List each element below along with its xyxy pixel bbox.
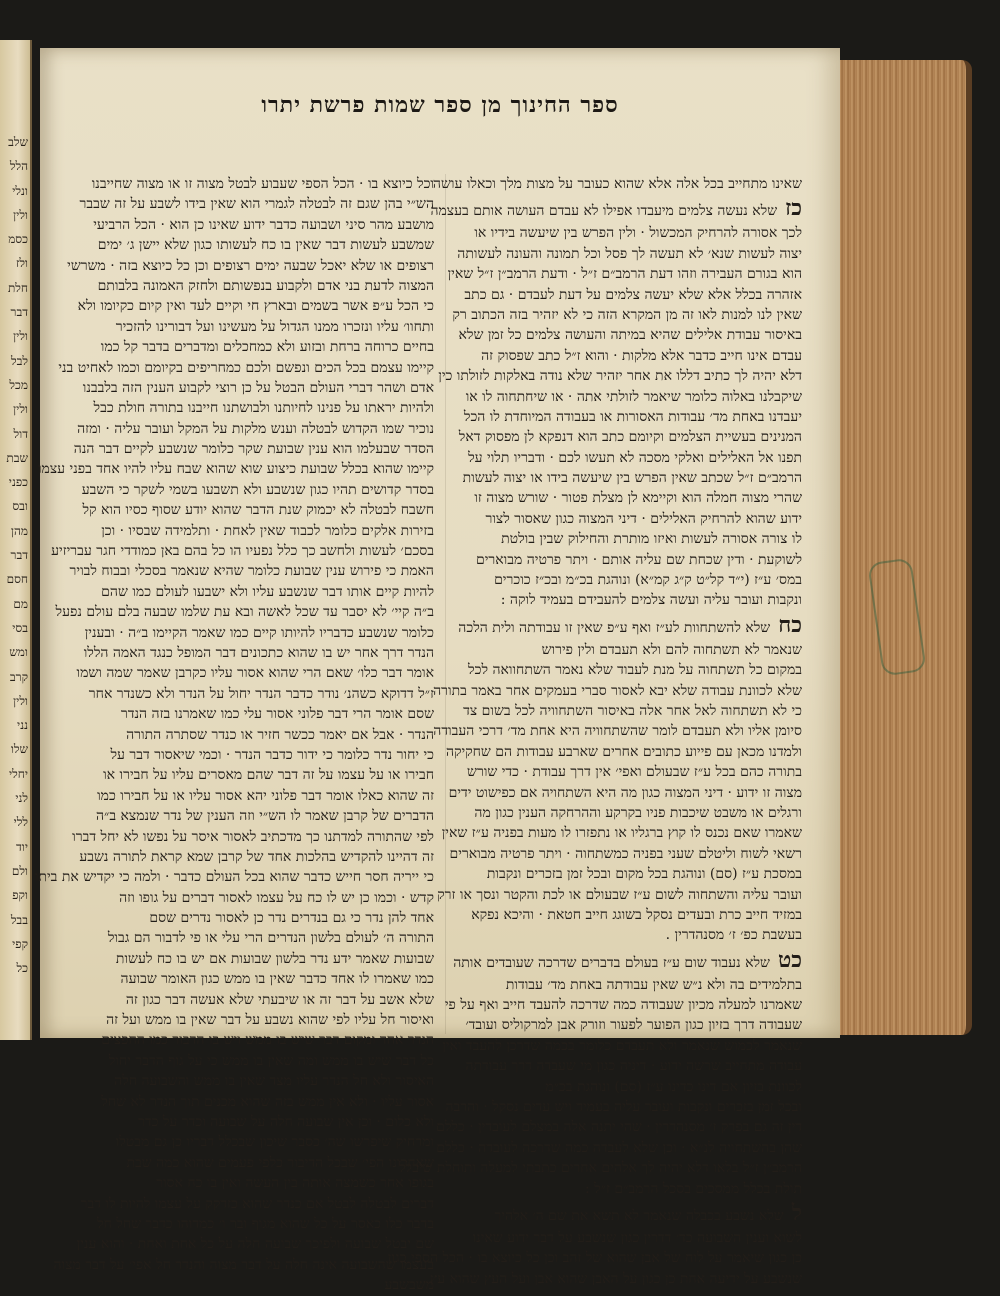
- line-text: האמת כי פירוש ענין שבועת כלומר שהיא שנאמר בסכלי ובבוח לבויר: [69, 563, 434, 580]
- text-line: [450, 1077, 802, 1097]
- text-line: [82, 582, 434, 602]
- text-line: [82, 1214, 434, 1234]
- column-gutter: [445, 174, 446, 1034]
- page-header: ספר החינוך מן ספר שמות פרשת יתרו: [261, 92, 619, 118]
- line-text: כי ייריה חסר חייש כדבר שהוא בכל העולם כדבר · ולמה כי יקדיש את ביתו: [34, 869, 434, 886]
- strip-line: שבת: [6, 450, 28, 465]
- line-text: אחד להן נדר כי גם בנדרים נדר כן לאסור נדרים שסם: [149, 910, 434, 927]
- line-text: הש״י בהן שגם זה לבטלה לגמרי הוא שאין בידו לשבע על זה שבבר: [79, 196, 434, 213]
- text-line: [82, 949, 434, 969]
- text-line: [444, 995, 802, 1015]
- line-text: כל דבר שיש בו ממש ומה שאין בו ממש כי על גוף הדבר יחול: [108, 1052, 434, 1069]
- line-text: תפנו אל האלילים ואלקי מסכה לא תעשו לכם · ודבריו תלוי על: [468, 449, 802, 466]
- text-line: [450, 1179, 802, 1199]
- strip-line: ונלי: [12, 183, 28, 198]
- line-text: כלומר שנשבע כדבריו להיותו קיים כמו שאמר הקיימו ב״ה · ובענין: [84, 624, 434, 641]
- text-line: [82, 1275, 434, 1295]
- line-text: שאמרו שאם נכנס לו קוץ ברגליו או נתפזרו לו מעות בפניה ע״ז שאין: [441, 825, 802, 842]
- strip-line: דול: [13, 426, 28, 441]
- line-text: שלא להשתחוות לע״ז ואף ע״פ שאין זו עבודתה ולית הלכה: [458, 619, 771, 636]
- line-text: ואיסור חל עליו לפי שהוא נשבע על דבר שאין בו ממש ועל זה: [106, 1012, 434, 1029]
- line-text: לכוונת בזיון אם דינו כדינו ע״ז (סם) ונוהגת בכ״מ: [545, 1078, 802, 1095]
- text-line: [450, 448, 802, 468]
- text-line: [433, 721, 802, 741]
- text-line: [82, 317, 434, 337]
- text-line: [450, 427, 802, 447]
- text-line: [82, 1071, 434, 1091]
- text-line: [450, 1015, 802, 1035]
- text-line: [437, 885, 802, 905]
- strip-line: כל: [16, 961, 28, 976]
- text-line: [82, 378, 434, 398]
- line-text: במס׳ ע״ז (י״ד קל״ט ק״ג קמ״א) ונוהגת בכ״מ ובכ״ז כוכרים: [494, 572, 802, 589]
- line-text: אדם ושהר דברי העולם הבטל על כן רוצי לקבוע הענין הזה בלבבנו: [82, 379, 434, 396]
- line-text: זה דהיינו להקדיש בהלכות אחד של קרבן שמא קראת לתורה נשבע: [79, 848, 434, 865]
- strip-line: ובס: [12, 499, 28, 514]
- text-line: [82, 1132, 434, 1152]
- strip-line: ללי: [13, 815, 28, 830]
- text-line: [430, 194, 802, 223]
- strip-line: כסמ: [8, 232, 28, 247]
- text-line: [450, 975, 802, 995]
- text-line: [450, 590, 802, 610]
- line-text: ב״ה קיי׳ לא יסבר עד שכל לאשה ובא עת שלמו שבעה בלם עולם נפעל: [55, 604, 434, 621]
- text-line: [82, 215, 434, 235]
- strip-line: ומש: [9, 645, 28, 660]
- line-text: רצופים או שלא יאכל שבעה ימים רצופים וכן כל כיוצא בזה · משרשי: [67, 257, 434, 274]
- line-text: שסם אומר הרי דבר פלוני אסור עלי כמו שאמרנו בזה הנדר: [120, 706, 434, 723]
- line-text: ולא כלום · וכן אין שבועה חלה על שבועה וכדר על כדר: [137, 1113, 434, 1130]
- strip-line: חסם: [6, 572, 28, 587]
- text-line: [450, 611, 802, 640]
- text-line: [442, 1036, 802, 1056]
- text-line: [450, 244, 802, 264]
- line-text: הנדר דרך אחר יש בו שהוא כתכונים דבר המופל כנגד האמה הללו: [83, 644, 434, 661]
- text-line: [438, 366, 802, 386]
- text-line: [450, 529, 802, 549]
- strip-line: דבר: [10, 305, 28, 320]
- text-line: [433, 681, 802, 701]
- line-text: הנדר אחד ומקום דבר שיש בו ממש ויש בו הדבור כמו החפצים: [101, 1032, 434, 1049]
- strip-line: נני: [17, 718, 28, 733]
- line-text: חבירו או על עצמו על זה דבר שהם מאסרים עליו על חבירו או: [103, 767, 434, 784]
- line-text: סיומן אליו ולא תעבדם לומר שהשתחוויה היא אחת מד׳ דרכי העבודה: [433, 723, 802, 740]
- text-line: [82, 765, 434, 785]
- text-line: [447, 264, 802, 284]
- strip-line: קפי: [12, 936, 28, 951]
- text-line: [450, 925, 802, 945]
- text-line: [450, 346, 802, 366]
- text-line: [79, 194, 434, 214]
- strip-line: ולז: [15, 256, 28, 271]
- text-line: [82, 806, 434, 826]
- strip-line: לני: [15, 791, 28, 806]
- strip-line: שלב: [8, 135, 28, 149]
- line-text: הנדר · אבל אם יאמר ככשר חזיר או כנדר שסתרה התורה: [126, 726, 434, 743]
- text-line: [82, 500, 434, 520]
- text-line: [82, 888, 434, 908]
- line-text: שאחרונו הפי׳ שבכל הדיבור כלפי פעמים שהוא כמה שבת: [126, 1154, 434, 1171]
- line-text: רשאי לשוח וליטלם שעני בפניה כמשתחוה · ויתר פרטיה מבוארים: [449, 845, 802, 862]
- text-line: [445, 742, 802, 762]
- line-text: בתלמידים בה ולא נ״ש שאין עבודתה באחת מד׳ עבודות: [505, 976, 802, 993]
- line-text: כי הכל ע״פ אשר בשמים ובארץ חי וקיים לעד ואין קיום כקיומו ולא: [77, 298, 434, 315]
- line-text: ידוע שהוא להרחיק האלילים · דיני המצוה כגון שאסור לצור: [485, 510, 802, 527]
- line-text: שלא נעשה צלמים מיעבדו אפילו לא עבדם העושה אותם בעצמה: [430, 203, 778, 220]
- text-line: [73, 439, 434, 459]
- line-text: ולמדנו מכאן עם פייוע כתובים אחרים שארבע עבודות הם שחקיקה: [445, 743, 802, 760]
- strip-line: יחלי: [8, 766, 28, 781]
- line-text: שנשבע על ידיעה אחת כן כגון על האבן שהוא אבן ועל העץ שהוא עץ: [429, 1270, 802, 1287]
- section-number: כח: [778, 611, 802, 638]
- text-line: [79, 847, 434, 867]
- text-line: [450, 387, 802, 407]
- section-number: כז: [785, 195, 802, 222]
- line-text: כן כגון שיאמר על לוח של אבן שהוא של זהב וכן כל כיוצא בו · הכל הספי כגון: [387, 1250, 802, 1267]
- line-text: אזהרה בכלל אלא שלא יעשה צלמים על דעת לעבדם · גם כתב: [464, 286, 802, 303]
- text-line: [82, 704, 434, 724]
- strip-line: קרב: [9, 669, 28, 684]
- text-line: [432, 174, 802, 194]
- text-line: [82, 990, 434, 1010]
- text-line: [450, 325, 802, 345]
- line-text: שמשבע לעשות דבר שאין בו כח לעשותו כגון שלא יישן ג׳ ימים: [97, 237, 434, 254]
- line-text: שעבודה דרך בזיון כגון הפוער לפעור וזורק אבן למרקוליס ועובד׳: [465, 1017, 802, 1034]
- line-text: אסור עליו · ולא אין ממש בזה שהוא מכנים תוך הנדר לא שחל: [101, 1093, 434, 1110]
- text-line: [450, 946, 802, 975]
- strip-line: ולין: [13, 329, 28, 344]
- text-line: [82, 908, 434, 928]
- line-text: במסכת ע״ז (סם) ונוהגת בכל מקום ובכל זמן בזכרים ונקבות: [486, 866, 802, 883]
- text-line: [450, 844, 802, 864]
- line-text: קדש · וכמו כן יש לו כח על עצמו לאסור דברים על גופו וזה: [119, 889, 434, 906]
- text-line: [82, 1173, 434, 1193]
- line-text: הדברים של קרבן שאמר לו הש״י וזה הענין של נדר שנמצא ב״ה: [95, 808, 434, 825]
- section-number: כט: [777, 946, 802, 973]
- strip-line: ולם: [11, 863, 28, 878]
- line-text: שנאמר לא תשתחוה להם ולא תעבדם ולין פירוש: [541, 641, 802, 658]
- text-line: [429, 1269, 802, 1289]
- text-line: [450, 701, 802, 721]
- text-line: [450, 762, 802, 782]
- strip-line: חלת: [7, 280, 28, 295]
- line-text: המנינים בעשיית הצלמים וקיומם כתב הוא דנפקא לן מפסוק דאל: [458, 429, 802, 446]
- text-line: [82, 1010, 434, 1030]
- text-line: [82, 684, 434, 704]
- strip-line: ולין: [13, 402, 28, 417]
- text-line: [82, 480, 434, 500]
- line-text: דלא יהיה לך כתיב דללו את אחר יזהיר שלא נודה באלקות לזולתו כין: [438, 368, 802, 385]
- line-text: ונקבות ועובר עליה ועשה צלמים להעבידם בעמיד לוקה :: [500, 592, 802, 609]
- text-line: [69, 561, 434, 581]
- text-line: [77, 296, 434, 316]
- text-line: [436, 1117, 802, 1137]
- text-line: [51, 541, 434, 561]
- text-line: [450, 488, 802, 508]
- text-line: [450, 285, 802, 305]
- line-text: הוא בגורם העבירה וזהו דעת הרמב״ם ז״ל · ודעת הרמב״ן ז״ל שאין: [447, 266, 802, 283]
- text-line: [82, 969, 434, 989]
- strip-line: מם: [13, 596, 28, 611]
- text-line: [450, 468, 802, 488]
- line-text: המצוה לדעת בני אדם ולקבוע בנפשותם ולחזק האמונה בלבותם: [97, 277, 434, 294]
- text-line: [450, 783, 802, 803]
- line-text: הרמב״ם ז״ל שכתב שאין הפרש בין שיעשה בידו או יצוה לעשות: [462, 470, 802, 487]
- line-text: לשוא וענין השבועה כד׳ דדרין כגון שנשבע על דבר ידוע שאינו: [472, 1229, 802, 1246]
- line-text: דין זה גם בפרק ז׳ מסנהדרין · שהי יתנה אלה במצלם לעובדין · כללם: [436, 1119, 802, 1136]
- strip-line: מהן: [10, 523, 28, 538]
- line-text: קיימו שהוא בכלל שבועת כיצוע שוא שהוא שבח עליו להיו אחד בפני עצמו: [37, 461, 434, 478]
- line-text: שאמרנו למעלה מכיון שעבודה כמה שדרכה להעבד חייב ואף על פי: [444, 997, 802, 1014]
- line-text: מושבע מהר סיני ושבועה כדבר ידוע שאינו כן הוא · הכל הרביעי: [93, 216, 434, 233]
- line-text: שלא נעבוד שום ע״ז בעולם בדברים שדרכה שעובדים אותה: [453, 954, 770, 971]
- text-line: [450, 550, 802, 570]
- line-text: קיימו עצמם בכל הכים ונפשם ולכם כמחריפים בקיומם וכמו לאחיט בני: [58, 359, 434, 376]
- text-line: [82, 1092, 434, 1112]
- line-text: שבועות שאמר ידע נדר בלשון שבועות אם יש בו כח לעשות: [115, 950, 434, 967]
- line-text: ועובר עליה והשתחוה לשום ע״ז שבעולם או לכת והקטר ונסך או זרק: [437, 886, 802, 903]
- line-text: דברים לבטלה לבטל אם כנדר שהוא כזדקק על עצמו להיות לו דבר: [80, 1195, 434, 1212]
- text-line: [82, 337, 434, 357]
- line-text: לו צורה אסורה לעשות ואיזו מותרת והחילוק שבין בולטת: [501, 531, 802, 548]
- left-column: [34, 174, 434, 1294]
- line-text: שאין לנו למנות לאו זה מן המקרא הזה כי לא יזהיר בזה הכתוב רק: [452, 306, 802, 323]
- line-text: עבדם אינו חייב כדבר אלא מלקות · והוא ז״ל כתב שפסוק זה: [481, 347, 802, 364]
- line-text: שנאמר לכמוש שנאמר ולא תעבדם כלומר בכמה שדרכן להעבד ואין: [442, 1037, 802, 1054]
- line-text: באיסור עבודת אלילים שהיא במיתה והעושה צלמים כל זמן שלא: [458, 327, 802, 344]
- line-text: שהן בהשתחויה לנ״א · וכן שלא לעבדה כמה שדרכה לעובדה · כללם: [436, 1139, 802, 1156]
- text-line: [34, 867, 434, 887]
- line-text: יעבדנו באחת מד׳ עבודות האסורות או בעבודה המיוחדת לו הכל: [463, 408, 802, 425]
- text-line: [450, 660, 802, 680]
- text-line: [82, 1030, 434, 1050]
- text-line: [72, 827, 434, 847]
- strip-line: שלו: [10, 742, 28, 757]
- line-text: שלא נשבע בכבלה שנאמר לא תשא את שם ה׳ אלהיך: [494, 1207, 784, 1224]
- text-line: [82, 745, 434, 765]
- line-text: ותחוו׳ עליו ונזכרו ממנו הגדול על מעשינו ועל דבורינו להזכיר: [115, 318, 434, 335]
- line-text: כי לא תשתחוה לאל אחר אלה באיסור השתחוויה לכל בשום צד: [463, 702, 802, 719]
- text-line: [450, 1199, 802, 1228]
- line-text: משבשבע: [384, 1277, 434, 1294]
- line-text: לשוקעת · ודין שכחת שם עליה אותם · ויתר פרטיה מבוארים: [475, 551, 802, 568]
- text-line: [53, 1255, 434, 1275]
- text-line: [436, 1138, 802, 1158]
- text-line: [76, 663, 434, 683]
- text-line: [82, 1112, 434, 1132]
- strip-line: לבל: [10, 353, 28, 368]
- line-text: תולת בכלל ממסכים בסכל הרמב״ם ז״ל :: [584, 1180, 802, 1197]
- strip-line: הלל: [9, 159, 28, 174]
- text-line: [82, 643, 434, 663]
- line-text: לפי שהתורה למדתנו כך מדכתיב לאסור איסר על נפשו לא יחל דברו: [72, 828, 434, 845]
- line-text: לכך אסורה להרחיק המכשול · ולין הפרש בין שיעשה בידיו או: [474, 225, 802, 242]
- line-text: בעשבת כפ׳ ז׳ מסנהדרין .: [665, 927, 802, 944]
- line-text: כי יחור נדר כלומר כי ידור כדבר הנדר · וכמי שיאסור דבר על: [110, 746, 434, 763]
- line-text: הסדר שבעלמו הוא ענין שבועת שקר כלומר שנשבע לקיים דבר הנה: [73, 441, 434, 458]
- strip-line: דבר: [10, 548, 28, 563]
- line-text: שהרי מצוה חמלה הוא וקיימא לן מצלת פטור · שורש מצוה זו: [474, 490, 802, 507]
- line-text: בתורה כהם בכל ע״ז שבעולם ואפי׳ אין דרך עבודת · כדי שורש: [467, 764, 802, 781]
- text-line: [82, 521, 434, 541]
- line-text: במזיד חייב כרת ובעדים נסקל בשוגג חייב חטאת · והיכא נפקא: [471, 906, 802, 923]
- text-line: [82, 1194, 434, 1214]
- strip-line: מכל: [9, 377, 28, 392]
- line-text: בחיים כרוחה ברחת ובזוע ולא כמחכלים ומדברים בדבר קל כמו: [100, 339, 434, 356]
- strip-line: בבל: [10, 912, 28, 927]
- line-text: שלא אשב על דבר זה או שיבעתי שלא אעשה דבר כגון זה: [125, 991, 434, 1008]
- text-line: [450, 1056, 802, 1076]
- line-text: ורגלים או משבט שיכבות פניו בקרקע וההרחקה הענין כגון מה: [474, 804, 802, 821]
- line-text: ומרחיק שיפרשו שה׳ כסבר שיכון שבכלל דבריו כן גם מבטלו: [115, 1134, 434, 1151]
- text-line: [77, 419, 434, 439]
- strip-line: ולין: [13, 207, 28, 222]
- text-line: [76, 1234, 434, 1254]
- text-line: [450, 509, 802, 529]
- line-text: ולהיות יראתו על פנינו לחיותנו ולבושתנו חייבנו בתורה חולת כבל: [93, 400, 434, 417]
- line-text: להיות קיים אותו דבר שנשבע עליו ולא ישבעו לעולם כמו שהם: [101, 583, 434, 600]
- text-line: [450, 223, 802, 243]
- line-text: שאינו מתחייב בכל אלה אלא שהוא כעובר על מצות מלך וכאלו עושה: [432, 176, 802, 192]
- text-line: [450, 570, 802, 590]
- strip-line: בסי: [12, 620, 28, 635]
- line-text: בעצמו שהשבועה אינה חלה על דבר מצוה והנדר חל אפי׳ על דבר מצוה: [53, 1256, 434, 1273]
- line-text: הרמב״ן ז״ל בלאו דלא יהיה לך אלהים אחרים כתבתי למעלה ותוחלת שיבלל: [398, 1160, 802, 1177]
- text-line: [82, 174, 434, 194]
- book-page-edges: [838, 60, 972, 1035]
- line-text: שלא לכוונת עבודה שלא יבא לאסור סברי בעמקים אחר באמר בתורה: [433, 682, 802, 699]
- strip-line: כפני: [8, 475, 28, 490]
- line-text: ובכל זמן בזכרים ונקבות ועובר עליה בעמיד ויש עדים נסקל · והרבה: [445, 1099, 802, 1116]
- text-line: [450, 905, 802, 925]
- text-line: [450, 803, 802, 823]
- line-text: שיקבלנו באלוה כלומר שיאמר לזולתי אתה · או שיחתחוה לו או: [465, 388, 802, 405]
- text-line: [450, 1228, 802, 1248]
- text-line: [82, 786, 434, 806]
- previous-page-strip: [0, 40, 32, 1040]
- text-line: [450, 305, 802, 325]
- text-line: [37, 459, 434, 479]
- line-text: כמו שאמרו לו אחד כדבר שאין בו ממש כגון האומר שבועה: [120, 971, 434, 988]
- line-text: בגופו אחר כשמצה אותה בין העשה ואין בו כח אסור: [156, 1175, 434, 1192]
- line-text: חשבח לבטלה לא יכמוק שנת הדבר שהוא יודע שסוף כסיו הוא קל: [82, 502, 434, 519]
- text-line: [82, 725, 434, 745]
- line-text: יצוה לעשות שנא׳ לא תעשה לך פסל וכל תמונה והעונה לעשותה: [457, 245, 802, 262]
- line-text: האיסור ולא חל הנדר עליו מצד שאין בו ממש והשבועה חלה: [114, 1073, 434, 1090]
- text-line: [67, 256, 434, 276]
- line-text: בסכם׳ לעשות ולחשב כך כלל נפעיו הו כל בהם באן כמודדי חגר עבריזיע: [51, 543, 434, 560]
- strip-line: וקפ: [12, 888, 28, 903]
- text-line: [398, 1158, 802, 1178]
- line-text: אומר דבר כלו׳ שאם הרי שהוא אסור עליו כקרבן שאמר שמה ושמו: [76, 665, 434, 682]
- text-line: [82, 928, 434, 948]
- previous-page-text: [2, 130, 28, 980]
- line-text: עבודה מתחייב שרשה ידוע · דיניה כגון מי שעבדה דרך עבודתה: [465, 1058, 802, 1075]
- line-text: נוכיר שמו הקדוש לבטלה וענש מלקות על המקל ועובר עליה · ומזה: [77, 420, 434, 437]
- line-text: בזירות אלקים כלומר לכבוד שאין לאחת · ותלמידה שבסיו · וכן: [101, 522, 434, 539]
- text-line: [55, 602, 434, 622]
- text-line: [450, 640, 802, 660]
- text-line: [82, 1051, 434, 1071]
- line-text: ז״ל דדוקא כשהנ׳ נודר כדבר הנדר יחול על הנדר ולא כשנדר אחר: [88, 685, 434, 702]
- text-line: [450, 407, 802, 427]
- book-page: [34, 48, 840, 1294]
- text-line: [82, 623, 434, 643]
- strip-line: יוד: [16, 839, 28, 854]
- text-line: [82, 276, 434, 296]
- section-number: ל: [791, 1199, 802, 1226]
- text-line: [450, 864, 802, 884]
- text-line: [387, 1248, 802, 1268]
- line-text: התורה ה׳ לעולם בלשון הנדרים הרי עלי או פי לדבור הם גבול: [107, 930, 434, 947]
- text-line: [82, 1153, 434, 1173]
- strip-line: ולין: [13, 693, 28, 708]
- text-line: [82, 235, 434, 255]
- line-text: מצוה זו ידוע · דיני המצוה כגון מה היא השתחויה אם כפישוט ידים: [448, 784, 802, 801]
- line-text: שם יבטל שבועה ולפיכך שבועה חלה על כל אחת ואחת · והוא ענין: [76, 1236, 434, 1253]
- line-text: וכל כיוצא בו · הכל הספי שעבוע לבטל מצוה זו או מצוה שחייבנו: [91, 176, 434, 192]
- line-text: זה שהוא כאלו אומר דבר פלוני יהא אסור עליו או על חבירו כמו: [97, 787, 434, 804]
- text-line: [445, 1097, 802, 1117]
- text-line: [82, 398, 434, 418]
- text-line: [441, 823, 802, 843]
- line-text: בסדר קדושים תהיו כגון שנשבע ולא תשבעו בשמי לשקר כי השבע: [81, 481, 434, 498]
- text-line: [58, 358, 434, 378]
- line-text: בדבר כלו כאסר על כל שהוא מגוף ובר ו׳ כמדוהו כדבר שחל חל: [96, 1215, 434, 1232]
- line-text: במקום כל תשתחוה על מנת לעבוד שלא נאמר השתחוואה לכל: [468, 662, 802, 679]
